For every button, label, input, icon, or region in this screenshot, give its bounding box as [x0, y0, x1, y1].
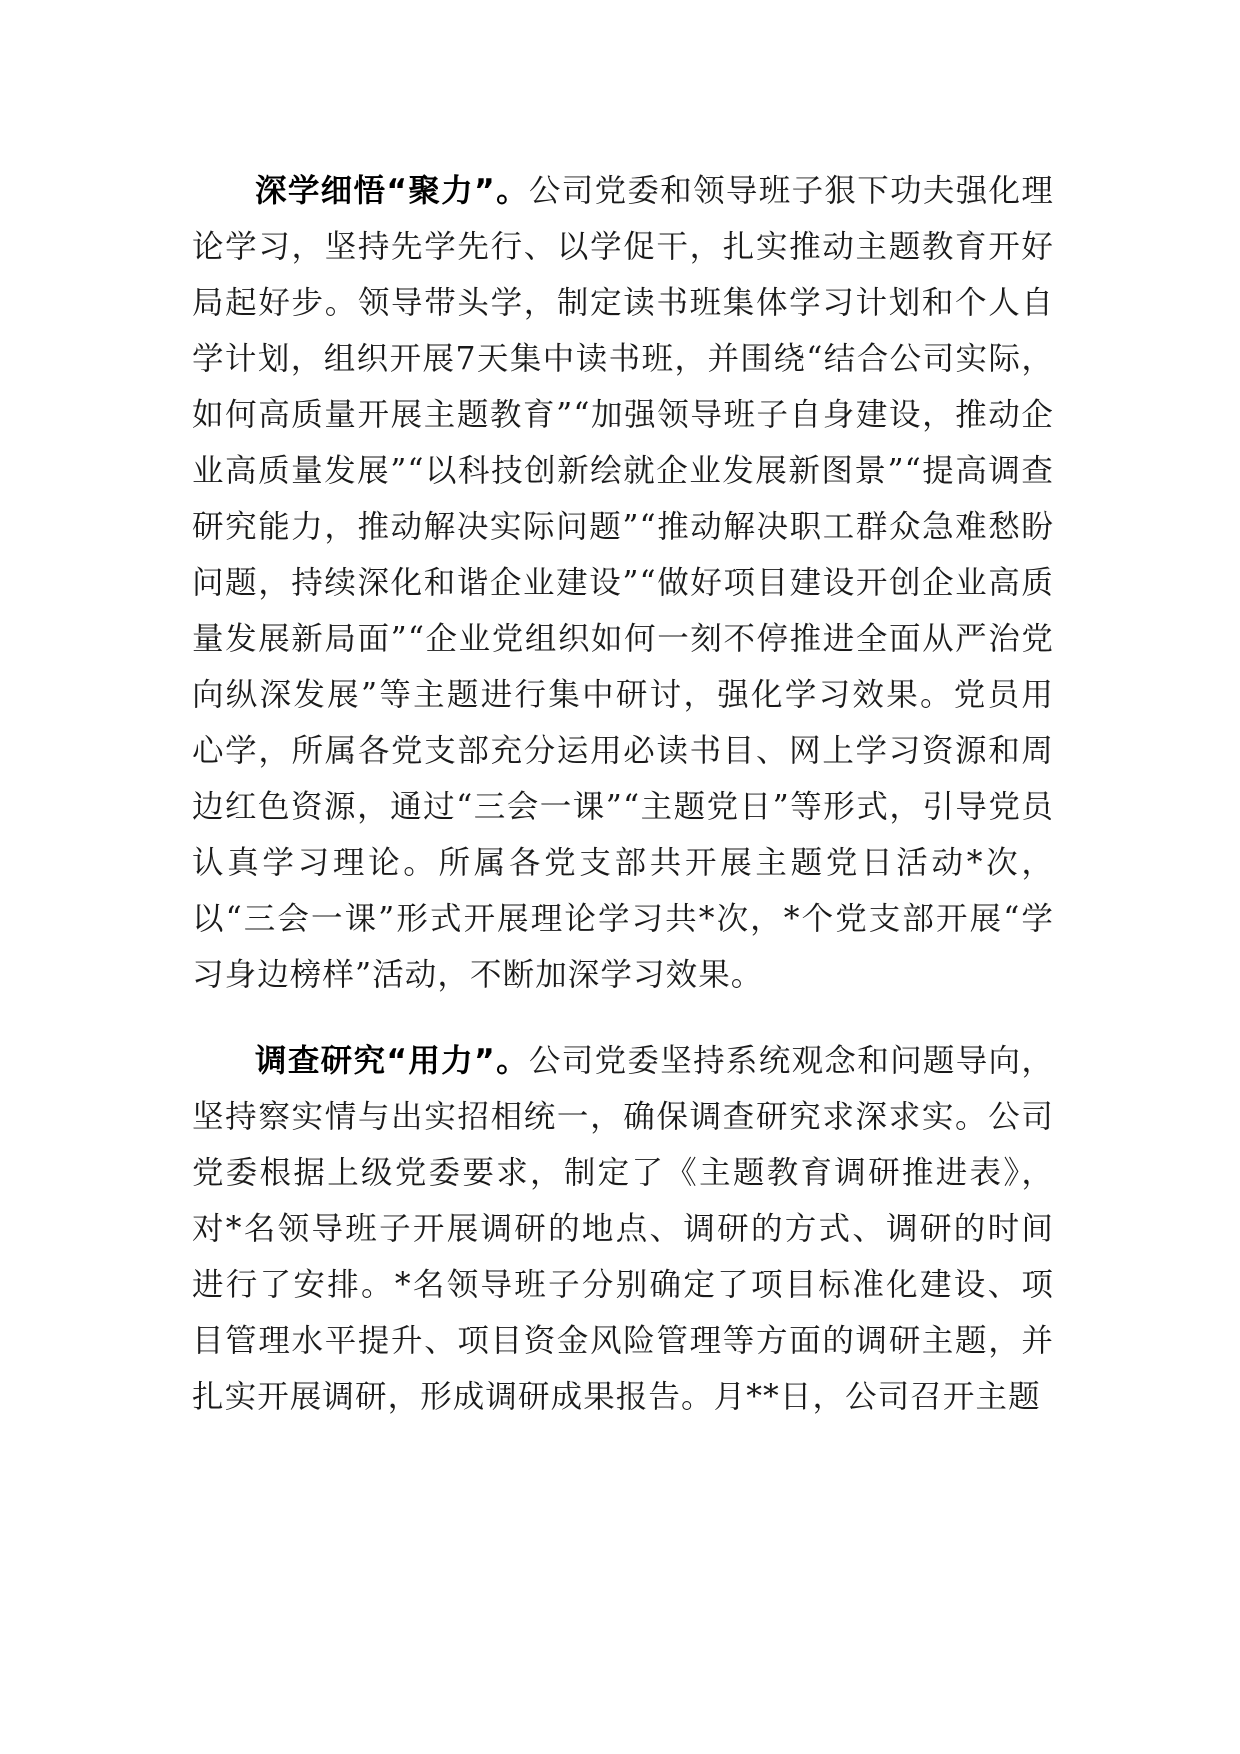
- paragraph-research: [192, 1033, 1054, 1425]
- paragraph-deep-study: [192, 163, 1054, 1003]
- paragraph-text: 公司党委坚持系统观念和问题导向，坚持察实情与出实招相统一，确保调查研究求深求实。公司党委根据上级党委要求，制定了《主题教育调研推进表》，对*名领导班子开展调研的地点、调研的方式、调研的时间进行了安排。*名领导班子分别确定了项目标准化建设、项目管理水平提升、项目资金风险管理等方面的调研主题，并扎实开展调研，形成调研成果报告。月**日，公司召开主题: [192, 1043, 1054, 1415]
- paragraph-heading: 深学细悟“聚力”。: [255, 173, 529, 209]
- document-body: [192, 163, 1054, 1455]
- paragraph-text: 公司党委和领导班子狠下功夫强化理论学习，坚持先学先行、以学促干，扎实推动主题教育开好局起好步。领导带头学，制定读书班集体学习计划和个人自学计划，组织开展7天集中读书班，并围绕“结合公司实际，如何高质量开展主题教育”“加强领导班子自身建设，推动企业高质量发展”“以科技创新绘就企业发展新图景”“提高调查研究能力，推动解决实际问题”“推动解决职工群众急难愁盼问题，持续深化和谐企业建设”“做好项目建设开创企业高质量发展新局面”“企业党组织如何一刻不停推进全面从严治党向纵深发展”等主题进行集中研讨，强化学习效果。党员用心学，所属各党支部充分运用必读书目、网上学习资源和周边红色资源，通过“三会一课”“主题党日”等形式，引导党员认真学习理论。所属各党支部共开展主题党日活动*次，以“三会一课”形式开展理论学习共*次，*个党支部开展“学习身边榜样”活动，不断加深学习效果。: [192, 173, 1054, 993]
- paragraph-heading: 调查研究“用力”。: [255, 1043, 529, 1079]
